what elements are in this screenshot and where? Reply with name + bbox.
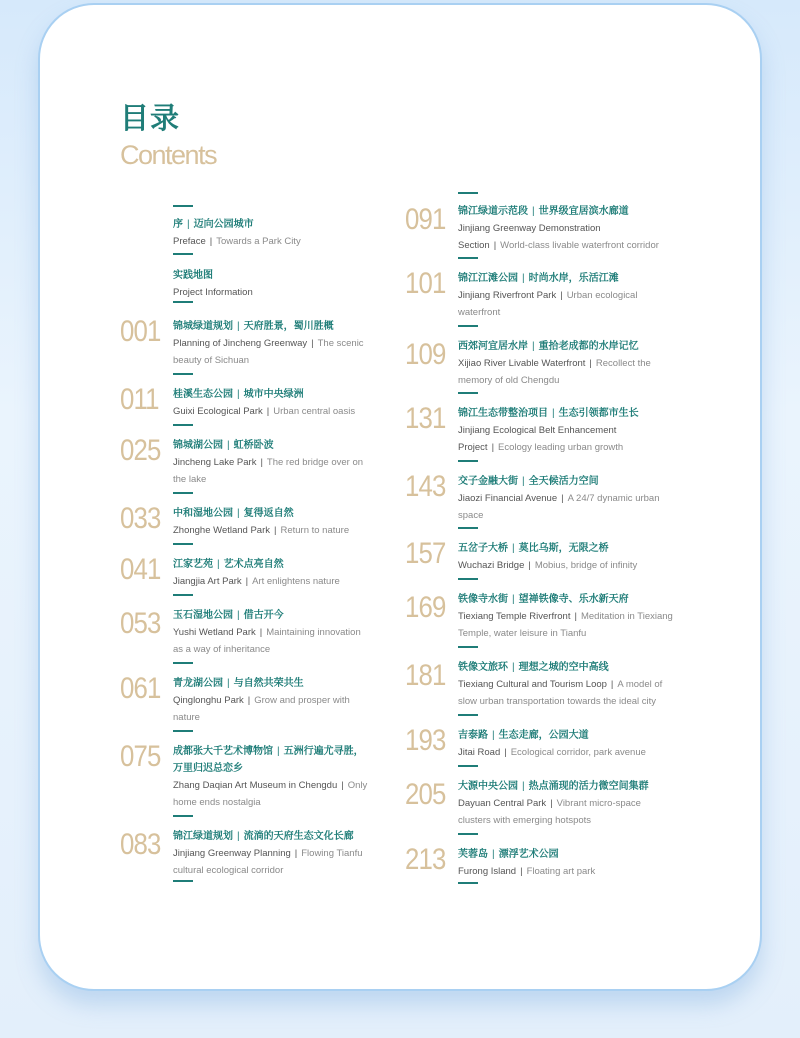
separator: |	[552, 408, 555, 419]
entry-title-zh	[458, 659, 673, 676]
entry-title-en-main: Qinglonghu Park	[173, 695, 244, 706]
separator: |	[237, 389, 240, 400]
entry-title-en-main: Tiexiang Cultural and Tourism Loop	[458, 679, 607, 690]
page-number: 205	[405, 778, 446, 811]
entry-title-zh-sub: 生态引领都市生长	[558, 408, 639, 419]
entry-title-zh	[173, 743, 373, 777]
separator: |	[512, 594, 515, 605]
entry-title-zh-main: 锦江绿道示范段	[458, 206, 528, 217]
entry-title-zh-main: 铁像文旅环	[458, 662, 508, 673]
entry-title-zh-sub: 莫比乌斯，无限之桥	[518, 543, 609, 554]
divider-rule	[173, 492, 193, 494]
entry-title-zh-main: 锦江绿道规划	[173, 831, 233, 842]
divider-rule	[173, 730, 193, 732]
entry-title-zh	[458, 270, 673, 287]
entry-title-en-main: Wuchazi Bridge	[458, 560, 525, 571]
separator: |	[187, 219, 190, 230]
entry-title-en	[173, 692, 373, 726]
entry-title-zh-main: 交子金融大街	[458, 476, 518, 487]
entry-title-en-main: Yushi Wetland Park	[173, 627, 256, 638]
entry-title-en-sub: The red bridge over on the lake	[173, 457, 364, 485]
entry-title-en	[458, 355, 673, 389]
entry-title-en	[173, 454, 373, 488]
page-number: 053	[120, 607, 161, 640]
entry-title-en-sub: Mobius, bridge of infinity	[534, 560, 638, 571]
entry-text	[458, 203, 673, 254]
entry-title-en	[173, 403, 373, 420]
entry-title-zh-main: 五岔子大桥	[458, 543, 508, 554]
entry-title-en	[173, 845, 373, 879]
entry-title-zh-main: 中和湿地公园	[173, 508, 233, 519]
separator: |	[574, 611, 577, 622]
separator: |	[512, 662, 515, 673]
separator: |	[532, 206, 535, 217]
entry-title-zh	[173, 267, 373, 284]
entry-title-en-sub: Grow and prosper with nature	[173, 695, 350, 723]
page-number: 181	[405, 659, 446, 692]
separator: |	[227, 678, 230, 689]
entry-title-zh	[173, 437, 373, 454]
entry-title-zh	[458, 203, 673, 220]
divider-rule	[173, 815, 193, 817]
separator: |	[247, 695, 251, 706]
entry-title-zh-sub: 重拾老成都的水岸记忆	[538, 341, 639, 352]
divider-rule	[173, 301, 193, 303]
page-number: 041	[120, 553, 161, 586]
divider-rule	[458, 527, 478, 529]
entry-title-en-sub: Urban ecological waterfront	[458, 290, 638, 318]
entry-title-en-main: Jinjiang Ecological Belt Enhancement Project	[458, 425, 617, 453]
entry-text	[458, 846, 673, 880]
entry-title-en-main: Dayuan Central Park	[458, 798, 547, 809]
entry-text	[173, 505, 373, 539]
entry-title-zh	[173, 216, 373, 233]
entry-title-zh-sub: 艺术点亮自然	[223, 559, 284, 570]
entry-title-zh-sub: 与自然共荣共生	[233, 678, 304, 689]
entry-title-en-sub: Urban central oasis	[273, 406, 356, 417]
entry-title-en	[458, 220, 673, 254]
divider-rule	[173, 253, 193, 255]
page-number: 033	[120, 502, 161, 535]
entry-title-en-main: Planning of Jincheng Greenway	[173, 338, 308, 349]
separator: |	[237, 508, 240, 519]
divider-rule	[458, 460, 478, 462]
entry-title-en-sub: Art enlightens nature	[252, 576, 340, 587]
divider-rule	[173, 373, 193, 375]
entry-title-zh-main: 锦江生态带整治项目	[458, 408, 548, 419]
entry-title-zh-sub: 借古开今	[243, 610, 284, 621]
divider-rule	[173, 543, 193, 545]
entry-title-en-main: Jinjiang Greenway Demonstration Section	[458, 223, 601, 251]
entry-title-en-main: Xijiao River Livable Waterfront	[458, 358, 586, 369]
separator: |	[245, 576, 249, 587]
entry-title-en-sub: Ecology leading urban growth	[498, 442, 624, 453]
entry-title-en-sub: A 24/7 dynamic urban space	[458, 493, 660, 521]
separator: |	[277, 746, 280, 757]
entry-title-en-main: Guixi Ecological Park	[173, 406, 263, 417]
entry-title-zh-sub: 城市中央绿洲	[243, 389, 304, 400]
entry-title-en-main: Zhang Daqian Art Museum in Chengdu	[173, 780, 338, 791]
divider-rule	[173, 424, 193, 426]
entry-title-zh-sub: 五洲行遍尤寻胜，万里归迟总恋乡	[173, 746, 364, 774]
entry-text	[173, 556, 373, 590]
divider-rule	[173, 594, 193, 596]
separator: |	[209, 236, 213, 247]
divider-rule	[458, 325, 478, 327]
entry-title-en-main: Project Information	[173, 287, 253, 298]
entry-title-zh-sub: 时尚水岸，乐活江滩	[528, 273, 619, 284]
entry-title-zh-sub: 理想之城的空中高线	[518, 662, 609, 673]
entry-title-zh-main: 实践地图	[173, 270, 213, 281]
separator: |	[491, 442, 495, 453]
entry-title-en-sub: Return to nature	[280, 525, 350, 536]
entry-text	[458, 778, 673, 829]
entry-text	[458, 338, 673, 389]
entry-title-zh	[458, 338, 673, 355]
separator: |	[493, 240, 497, 251]
entry-title-zh	[458, 405, 673, 422]
page-number: 025	[120, 434, 161, 467]
entry-title-en-sub: Flowing Tianfu cultural ecological corridor	[173, 848, 363, 876]
entry-title-en-main: Tiexiang Temple Riverfront	[458, 611, 571, 622]
page-number: 157	[405, 537, 446, 570]
page-number: 001	[120, 315, 161, 348]
entry-text	[173, 437, 373, 488]
divider-rule	[458, 257, 478, 259]
entry-title-zh	[458, 540, 673, 557]
separator: |	[217, 559, 220, 570]
entry-title-en	[173, 284, 373, 301]
entry-title-zh-sub: 漂浮艺术公园	[498, 849, 559, 860]
page-number: 011	[120, 383, 159, 416]
entry-text	[173, 675, 373, 726]
entry-title-zh-main: 桂溪生态公园	[173, 389, 233, 400]
entry-title-zh-sub: 生态走廊，公园大道	[498, 730, 589, 741]
separator: |	[492, 730, 495, 741]
separator: |	[274, 525, 277, 536]
divider-rule	[458, 833, 478, 835]
entry-title-zh-main: 青龙湖公园	[173, 678, 223, 689]
separator: |	[227, 440, 230, 451]
entry-title-zh-sub: 天府胜景，蜀川胜概	[243, 321, 334, 332]
divider-rule	[173, 205, 193, 207]
entry-title-en-main: Zhonghe Wetland Park	[173, 525, 270, 536]
entry-text	[458, 473, 673, 524]
entry-title-en-sub: Maintaining innovation as a way of inheritance	[173, 627, 361, 655]
entry-title-zh	[458, 778, 673, 795]
entry-text	[173, 607, 373, 658]
separator: |	[504, 747, 507, 758]
entry-text	[458, 540, 673, 574]
entry-title-en	[458, 490, 673, 524]
entry-title-en	[458, 795, 673, 829]
separator: |	[610, 679, 614, 690]
entry-title-zh-main: 锦江江滩公园	[458, 273, 518, 284]
entry-title-en-main: Jincheng Lake Park	[173, 457, 257, 468]
entry-text	[173, 386, 373, 420]
separator: |	[266, 406, 270, 417]
separator: |	[522, 273, 525, 284]
entry-title-en-sub: Vibrant micro-space clusters with emerging hotspots	[458, 798, 641, 826]
page-number: 061	[120, 672, 161, 705]
contents-title-zh: 目录	[120, 101, 181, 135]
entry-title-zh-sub: 热点涌现的活力微空间集群	[528, 781, 649, 792]
separator: |	[589, 358, 592, 369]
entry-title-en-sub: Floating art park	[526, 866, 596, 877]
separator: |	[311, 338, 314, 349]
entry-title-en	[458, 676, 673, 710]
divider-rule	[173, 880, 193, 882]
entry-title-en-sub: Towards a Park City	[216, 236, 301, 247]
entry-title-en	[173, 624, 373, 658]
entry-title-zh-main: 铁像寺水街	[458, 594, 508, 605]
entry-text	[458, 659, 673, 710]
entry-title-zh	[173, 318, 373, 335]
divider-rule	[458, 882, 478, 884]
entry-title-zh	[173, 505, 373, 522]
entry-title-zh	[173, 556, 373, 573]
separator: |	[492, 849, 495, 860]
entry-title-en	[458, 863, 673, 880]
entry-title-zh	[173, 607, 373, 624]
page-number: 143	[405, 470, 446, 503]
entry-title-en-sub: Meditation in Tiexiang Temple, water leisure in Tianfu	[458, 611, 673, 639]
entry-title-en	[173, 233, 373, 250]
entry-title-en-sub: A model of slow urban transportation towards the ideal city	[458, 679, 663, 707]
entry-title-zh-sub: 流淌的天府生态文化长廊	[243, 831, 354, 842]
entry-title-zh	[173, 675, 373, 692]
page-number: 075	[120, 740, 161, 773]
entry-title-zh-sub: 世界级宜居滨水廊道	[538, 206, 629, 217]
separator: |	[522, 781, 525, 792]
divider-rule	[458, 714, 478, 716]
entry-title-en	[458, 287, 673, 321]
entry-title-en	[173, 777, 373, 811]
entry-title-en-sub: Recollect the memory of old Chengdu	[458, 358, 651, 386]
entry-title-zh	[458, 591, 673, 608]
entry-title-zh-main: 序	[173, 219, 183, 230]
separator: |	[294, 848, 298, 859]
separator: |	[237, 610, 240, 621]
entry-title-zh-main: 江家艺苑	[173, 559, 213, 570]
contents-title-en: Contents	[120, 140, 217, 170]
entry-title-zh-sub: 复得返自然	[243, 508, 294, 519]
page-number: 101	[405, 267, 446, 300]
entry-title-zh	[458, 846, 673, 863]
entry-title-en-main: Jiaozi Financial Avenue	[458, 493, 558, 504]
page-number: 193	[405, 724, 446, 757]
divider-rule	[458, 578, 478, 580]
page-number: 083	[120, 828, 161, 861]
separator: |	[550, 798, 553, 809]
entry-title-en-sub: Ecological corridor, park avenue	[510, 747, 646, 758]
entry-title-zh-main: 成都张大千艺术博物馆	[173, 746, 273, 757]
entry-title-zh	[173, 828, 373, 845]
separator: |	[237, 321, 240, 332]
separator: |	[260, 457, 263, 468]
divider-rule	[458, 392, 478, 394]
separator: |	[561, 493, 564, 504]
entry-text	[173, 216, 373, 250]
entry-title-zh-sub: 迈向公园城市	[193, 219, 254, 230]
separator: |	[512, 543, 515, 554]
page-number: 213	[405, 843, 446, 876]
separator: |	[237, 831, 240, 842]
entry-title-zh-main: 西郊河宜居水岸	[458, 341, 528, 352]
page-number: 169	[405, 591, 446, 624]
entry-title-en-main: Preface	[173, 236, 206, 247]
entry-title-zh-sub: 虹桥卧波	[233, 440, 274, 451]
entry-title-en-main: Jiangjia Art Park	[173, 576, 242, 587]
entry-text	[458, 591, 673, 642]
entry-title-zh-main: 玉石湿地公园	[173, 610, 233, 621]
divider-rule	[458, 192, 478, 194]
separator: |	[259, 627, 263, 638]
page-number: 131	[405, 402, 446, 435]
entry-text	[173, 267, 373, 301]
entry-title-en-sub: World-class livable waterfront corridor	[500, 240, 659, 251]
divider-rule	[458, 765, 478, 767]
entry-text	[458, 727, 673, 761]
entry-title-en-main: Furong Island	[458, 866, 517, 877]
entry-title-en	[458, 608, 673, 642]
entry-title-zh	[173, 386, 373, 403]
entry-title-en	[173, 522, 373, 539]
entry-title-zh-main: 锦城湖公园	[173, 440, 223, 451]
entry-text	[458, 270, 673, 321]
separator: |	[560, 290, 563, 301]
entry-title-en	[458, 557, 673, 574]
separator: |	[520, 866, 523, 877]
entry-title-zh-sub: 全天候活力空间	[528, 476, 599, 487]
entry-text	[173, 743, 373, 811]
entry-title-en	[458, 422, 673, 456]
entry-title-en-main: Jinjiang Greenway Planning	[173, 848, 291, 859]
entry-title-en	[173, 335, 373, 369]
entry-title-zh-sub: 望禅铁像寺、乐水新天府	[518, 594, 629, 605]
entry-title-en-sub: Only home ends nostalgia	[173, 780, 368, 808]
page-number: 109	[405, 338, 446, 371]
entry-title-en	[173, 573, 373, 590]
entry-title-zh-main: 大源中央公园	[458, 781, 518, 792]
separator: |	[341, 780, 344, 791]
separator: |	[532, 341, 535, 352]
entry-title-zh	[458, 473, 673, 490]
entry-text	[173, 828, 373, 879]
entry-title-en-sub: The scenic beauty of Sichuan	[173, 338, 364, 366]
separator: |	[522, 476, 525, 487]
entry-title-zh-main: 吉泰路	[458, 730, 488, 741]
entry-title-zh-main: 芙蓉岛	[458, 849, 488, 860]
divider-rule	[173, 662, 193, 664]
entry-title-en-main: Jitai Road	[458, 747, 501, 758]
page-number: 091	[405, 203, 446, 236]
divider-rule	[458, 646, 478, 648]
entry-title-zh	[458, 727, 673, 744]
entry-text	[458, 405, 673, 456]
entry-title-en-main: Jinjiang Riverfront Park	[458, 290, 557, 301]
separator: |	[528, 560, 531, 571]
entry-title-zh-main: 锦城绿道规划	[173, 321, 233, 332]
entry-title-en	[458, 744, 673, 761]
entry-text	[173, 318, 373, 369]
